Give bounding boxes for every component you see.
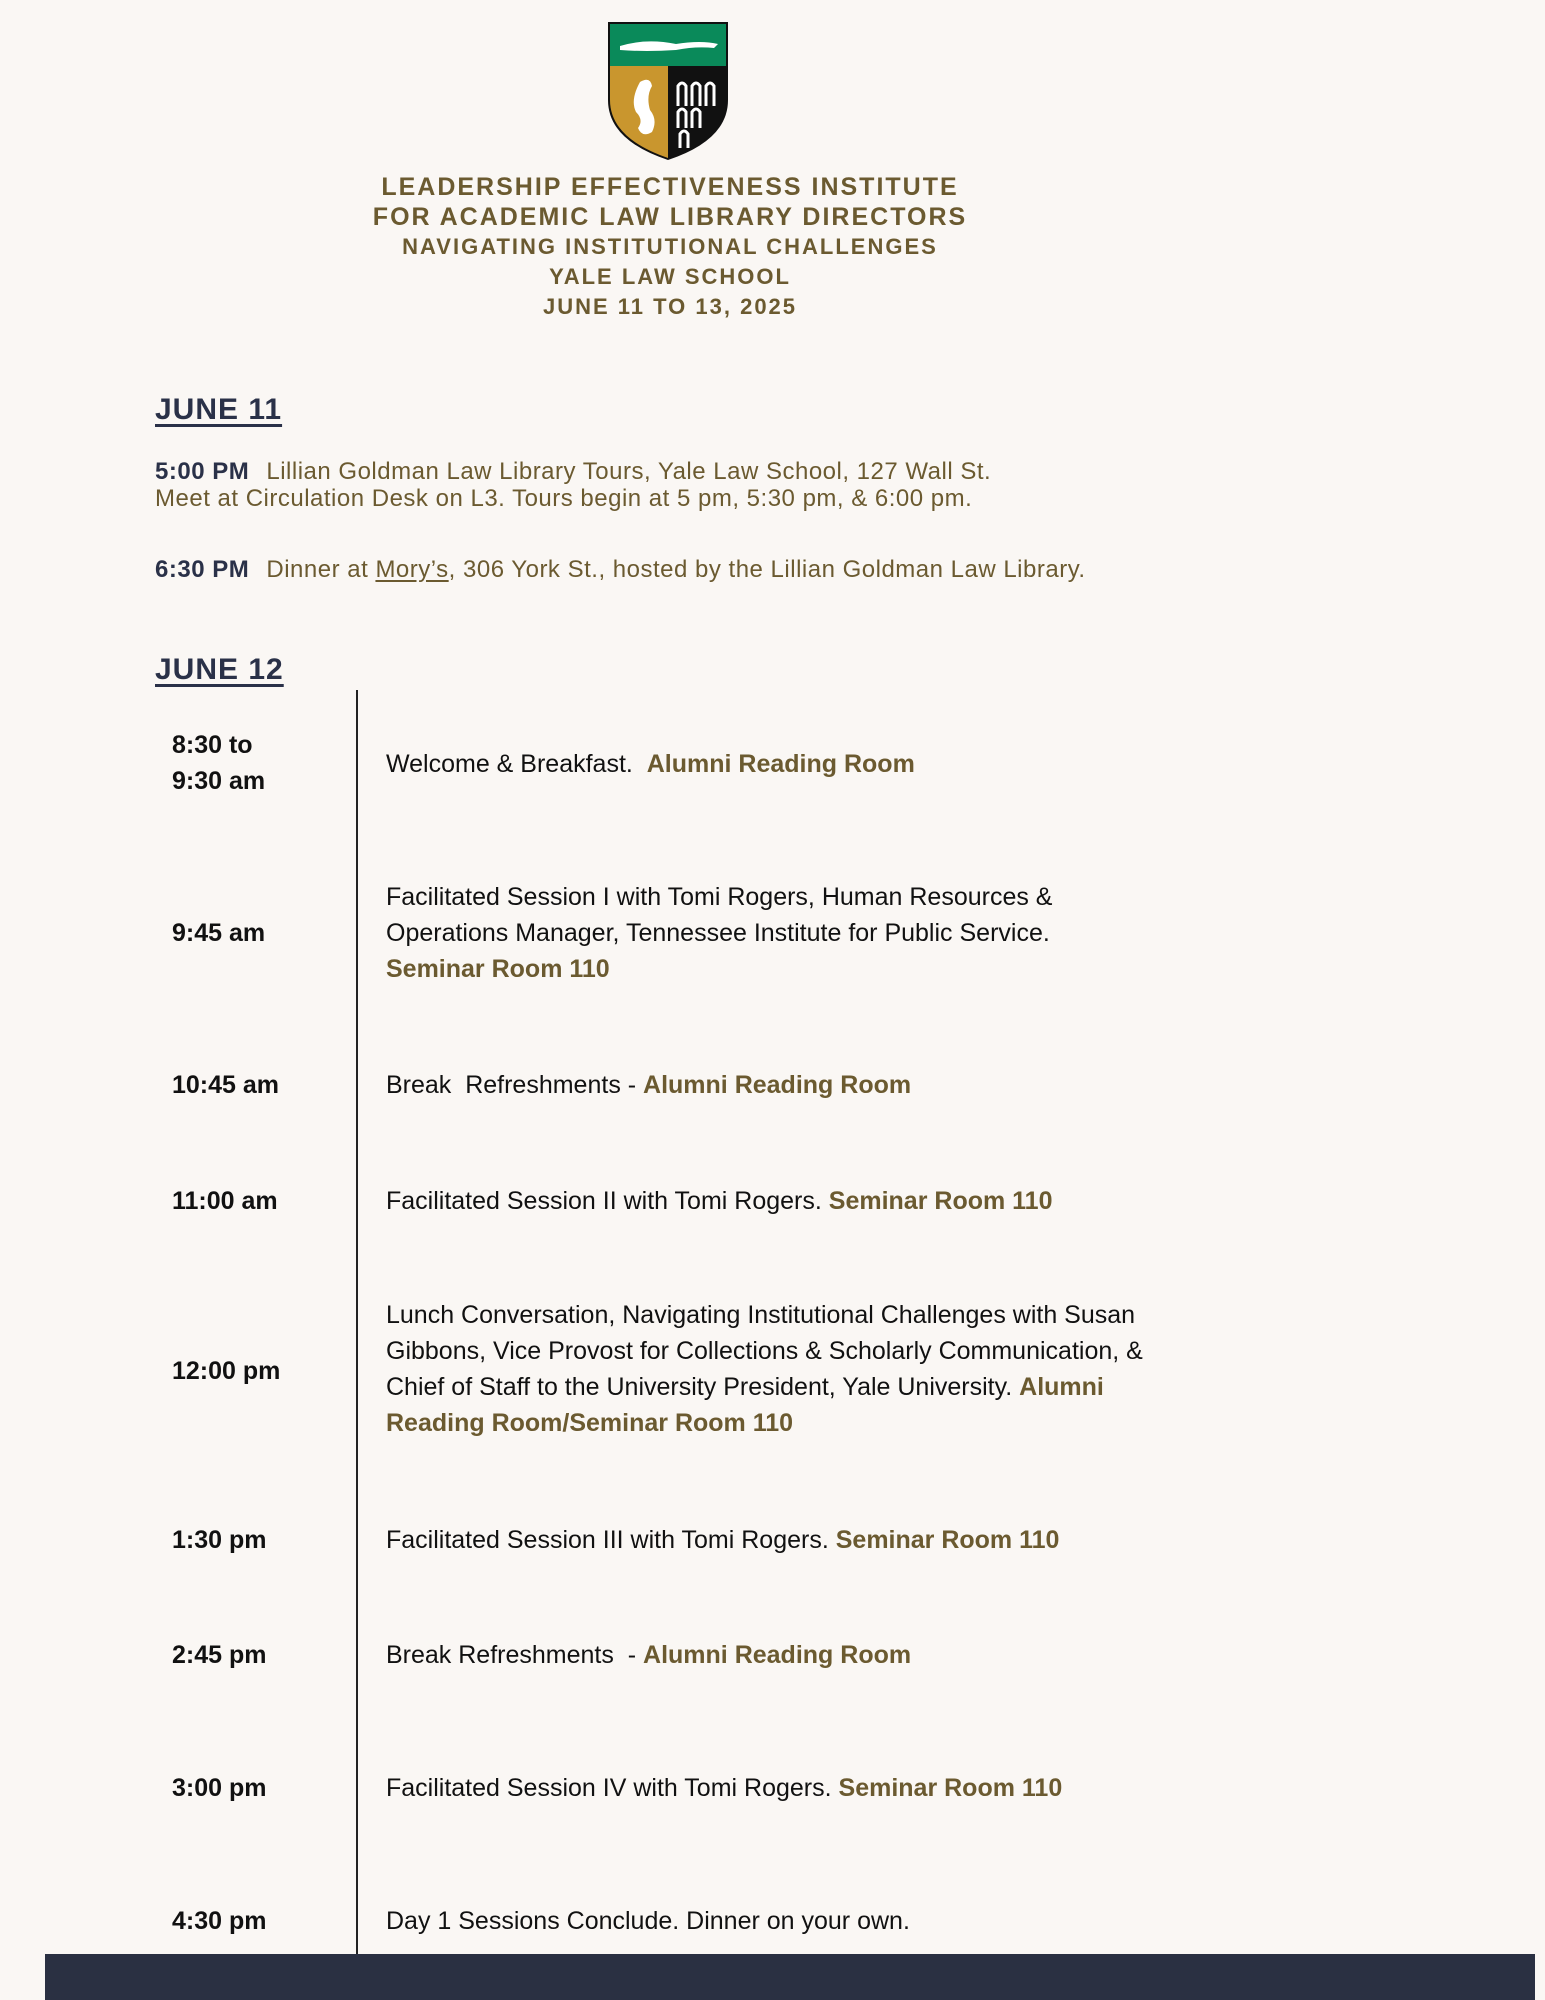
june-11-item-2	[155, 556, 1086, 584]
row-text: Break Refreshments -	[386, 1641, 644, 1669]
row-description	[386, 1297, 1176, 1441]
row-description	[386, 1183, 1246, 1219]
row-time: 12:00 pm	[172, 1357, 281, 1385]
row-room: Alumni Reading Room	[643, 1071, 912, 1099]
row-text: Facilitated Session III with Tomi Rogers.	[386, 1526, 836, 1554]
row-time-line: 9:30 am	[172, 767, 266, 795]
row-time: 10:45 am	[172, 1071, 280, 1099]
row-time: 9:45 am	[172, 919, 266, 947]
row-room: Alumni Reading Room	[646, 750, 915, 778]
row-room: Seminar Room 110	[386, 955, 610, 983]
item-text-pre: Dinner at	[266, 556, 376, 583]
header-line-3: NAVIGATING INSTITUTIONAL CHALLENGES	[402, 234, 938, 259]
row-text: Welcome & Breakfast.	[386, 750, 647, 778]
row-description	[386, 1770, 1246, 1806]
header-line-4: YALE LAW SCHOOL	[549, 264, 791, 289]
row-time-line: 8:30 to	[172, 731, 253, 759]
row-text: Facilitated Session II with Tomi Rogers.	[386, 1187, 829, 1215]
june-11-item-1-detail: Meet at Circulation Desk on L3. Tours begin at 5 pm, 5:30 pm, & 6:00 pm.	[155, 485, 973, 512]
row-text: Day 1 Sessions Conclude. Dinner on your own.	[386, 1907, 910, 1935]
item-text-post: , 306 York St., hosted by the Lillian Goldman Law Library.	[448, 556, 1086, 583]
row-time	[172, 727, 265, 799]
row-description	[386, 1903, 1246, 1939]
row-description	[386, 879, 1176, 987]
row-description	[386, 746, 1246, 782]
row-description	[386, 1067, 1246, 1103]
yale-law-shield-logo	[606, 20, 730, 162]
row-text: Facilitated Session I with Tomi Rogers, Human Resources & Operations Manager, Tennessee Institute for Public Service.	[386, 883, 1053, 947]
row-time: 2:45 pm	[172, 1641, 267, 1669]
row-text: Break Refreshments -	[386, 1071, 644, 1099]
row-text: Lunch Conversation, Navigating Institutional Challenges with Susan Gibbons, Vice Provost for Collections & Scholarly Communication, & Chief of Staff to the University President, Yale University.	[386, 1301, 1143, 1401]
header-line-1: LEADERSHIP EFFECTIVENESS INSTITUTE	[381, 173, 959, 201]
row-time: 3:00 pm	[172, 1774, 267, 1802]
june-11-heading: JUNE 11	[155, 393, 283, 426]
footer-bar	[45, 1954, 1535, 2000]
row-description	[386, 1637, 1246, 1673]
timeline-divider	[356, 690, 358, 1955]
row-room: Alumni Reading Room	[643, 1641, 912, 1669]
header-line-2: FOR ACADEMIC LAW LIBRARY DIRECTORS	[372, 203, 968, 231]
item-time: 5:00 PM	[155, 458, 250, 485]
row-text: Facilitated Session IV with Tomi Rogers.	[386, 1774, 839, 1802]
institute-header	[280, 172, 1060, 322]
row-description	[386, 1522, 1246, 1558]
row-room: Seminar Room 110	[828, 1187, 1053, 1215]
june-12-heading: JUNE 12	[155, 653, 284, 686]
item-text: Lillian Goldman Law Library Tours, Yale Law School, 127 Wall St.	[266, 458, 992, 485]
morys-link[interactable]: Mory’s	[375, 556, 449, 583]
header-line-5: JUNE 11 TO 13, 2025	[542, 294, 798, 319]
row-time: 4:30 pm	[172, 1907, 267, 1935]
item-time: 6:30 PM	[155, 556, 250, 583]
row-room: Alumni Reading Room/Seminar Room 110	[386, 1373, 1104, 1437]
row-room: Seminar Room 110	[835, 1526, 1060, 1554]
row-time: 11:00 am	[172, 1187, 278, 1215]
row-room: Seminar Room 110	[838, 1774, 1063, 1802]
row-time: 1:30 pm	[172, 1526, 267, 1554]
june-11-item-1	[155, 458, 991, 486]
